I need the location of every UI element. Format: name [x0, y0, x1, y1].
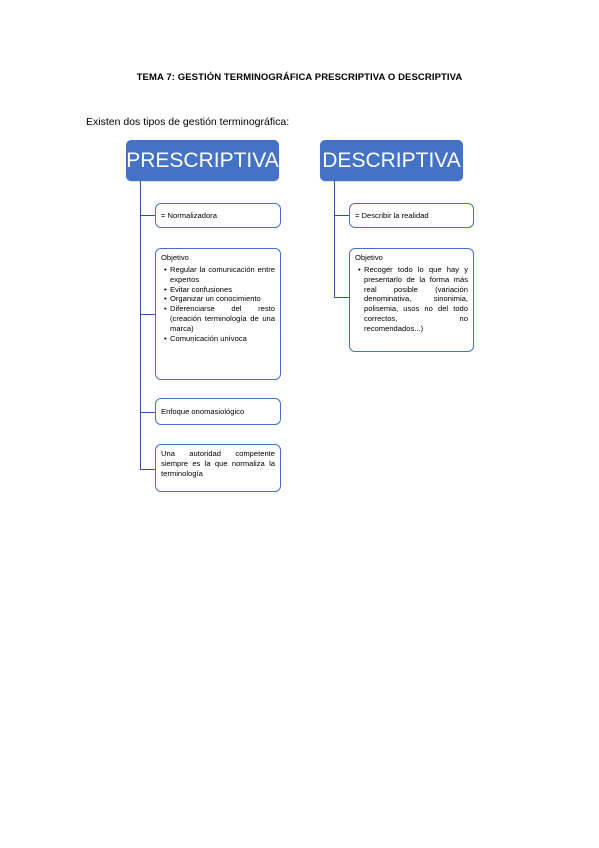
- prescriptiva-objetivo-list: [161, 265, 275, 344]
- prescriptiva-objetivo-box: [155, 248, 281, 380]
- prescriptiva-connector-vertical: [140, 181, 141, 470]
- prescriptiva-connector-h1: [140, 215, 155, 216]
- enfoque-box: [155, 398, 281, 425]
- list-item: • Recoger todo lo que hay y presentarlo de la forma más real posible (variación denominativa, sinonimia, polisemia, usos no del todo correctos, no recomendados...): [364, 265, 468, 334]
- normalizadora-text: = Normalizadora: [161, 210, 217, 220]
- descriptiva-objetivo-heading: Objetivo: [355, 253, 383, 262]
- descriptiva-connector-h2: [334, 297, 349, 298]
- describir-box: [349, 203, 474, 228]
- list-item: • Regular la comunicación entre expertos: [170, 265, 275, 285]
- prescriptiva-connector-h4: [140, 469, 155, 470]
- enfoque-text: Enfoque onomasiológico: [161, 406, 245, 416]
- descriptiva-objetivo-box: [349, 248, 474, 352]
- list-item: • Comunicación unívoca: [170, 334, 275, 344]
- normalizadora-box: [155, 203, 281, 228]
- prescriptiva-header: PRESCRIPTIVA: [126, 140, 279, 181]
- autoridad-text: Una autoridad competente siempre es la que normaliza la terminología: [161, 449, 275, 478]
- prescriptiva-connector-h3: [140, 412, 155, 413]
- list-item: • Diferenciarse del resto (creación terminología de una marca): [170, 304, 275, 334]
- descriptiva-header: DESCRIPTIVA: [320, 140, 463, 181]
- describir-text: = Describir la realidad: [355, 210, 429, 220]
- list-item: • Organizar un conocimiento: [170, 294, 275, 304]
- descriptiva-objetivo-list: [355, 265, 468, 334]
- descriptiva-connector-h1: [334, 215, 349, 216]
- descriptiva-connector-vertical: [334, 181, 335, 298]
- intro-text: Existen dos tipos de gestión terminográfica:: [86, 116, 290, 128]
- list-item: • Evitar confusiones: [170, 285, 275, 295]
- prescriptiva-connector-h2: [140, 314, 155, 315]
- page-title: TEMA 7: GESTIÓN TERMINOGRÁFICA PRESCRIPTIVA O DESCRIPTIVA: [136, 72, 463, 83]
- autoridad-box: [155, 444, 281, 492]
- prescriptiva-objetivo-heading: Objetivo: [161, 253, 189, 262]
